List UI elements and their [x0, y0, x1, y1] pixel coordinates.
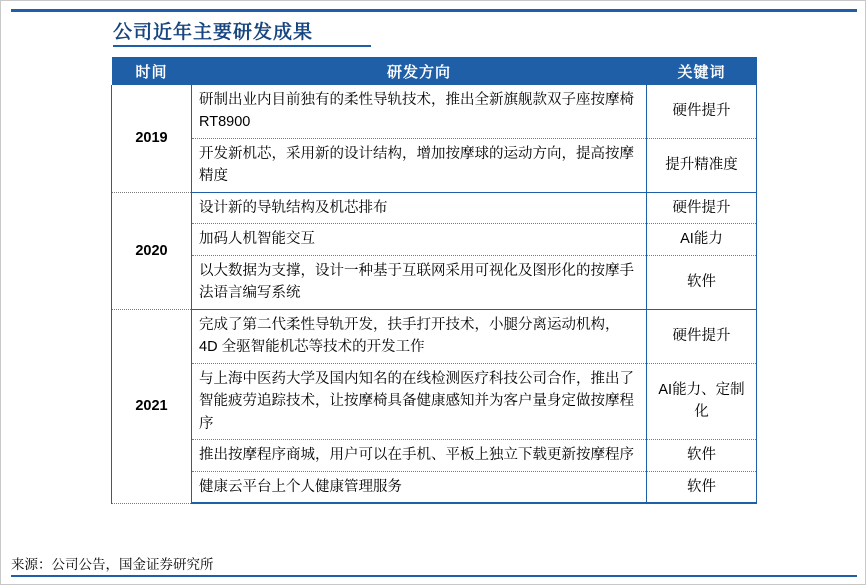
table-row [112, 192, 757, 223]
table-row [112, 363, 757, 439]
keyword-cell: 提升精准度 [647, 138, 757, 192]
table-row [112, 138, 757, 192]
direction-cell: 以大数据为支撑，设计一种基于互联网采用可视化及图形化的按摩手法语言编写系统 [192, 255, 647, 309]
direction-cell: 推出按摩程序商城，用户可以在手机、平板上独立下载更新按摩程序 [192, 440, 647, 471]
table-header-keyword: 关键词 [647, 57, 757, 85]
table-row [112, 440, 757, 471]
table-row [112, 224, 757, 255]
title-underline [113, 45, 371, 47]
table-row [112, 85, 757, 138]
keyword-cell: AI能力、定制化 [647, 363, 757, 439]
table-header-direction: 研发方向 [192, 57, 647, 85]
direction-cell: 健康云平台上个人健康管理服务 [192, 471, 647, 503]
source-note: 来源：公司公告，国金证券研究所 [11, 557, 214, 572]
year-cell-2019: 2019 [112, 85, 192, 192]
top-divider [11, 9, 857, 12]
direction-cell: 开发新机芯，采用新的设计结构，增加按摩球的运动方向，提高按摩精度 [192, 138, 647, 192]
keyword-cell: 硬件提升 [647, 192, 757, 223]
table-row [112, 471, 757, 503]
bottom-divider [11, 575, 857, 577]
year-cell-2021: 2021 [112, 309, 192, 503]
year-cell-2020: 2020 [112, 192, 192, 309]
keyword-cell: 软件 [647, 471, 757, 503]
keyword-cell: 硬件提升 [647, 85, 757, 138]
research-results-table [111, 57, 757, 504]
direction-cell: 完成了第二代柔性导轨开发，扶手打开技术，小腿分离运动机构， 4D 全驱智能机芯等技术的开发工作 [192, 309, 647, 363]
direction-cell: 与上海中医药大学及国内知名的在线检测医疗科技公司合作，推出了智能疲劳追踪技术，让按摩椅具备健康感知并为客户量身定做按摩程序 [192, 363, 647, 439]
direction-cell: 研制出业内目前独有的柔性导轨技术，推出全新旗舰款双子座按摩椅 RT8900 [192, 85, 647, 138]
table-header-time: 时间 [112, 57, 192, 85]
page-title: 公司近年主要研发成果 [113, 22, 314, 43]
table-row [112, 255, 757, 309]
keyword-cell: 软件 [647, 440, 757, 471]
table-row [112, 309, 757, 363]
direction-cell: 加码人机智能交互 [192, 224, 647, 255]
table-header-row [112, 57, 757, 85]
keyword-cell: 硬件提升 [647, 309, 757, 363]
keyword-cell: AI能力 [647, 224, 757, 255]
research-results-table-wrapper [111, 57, 756, 504]
direction-cell: 设计新的导轨结构及机芯排布 [192, 192, 647, 223]
keyword-cell: 软件 [647, 255, 757, 309]
